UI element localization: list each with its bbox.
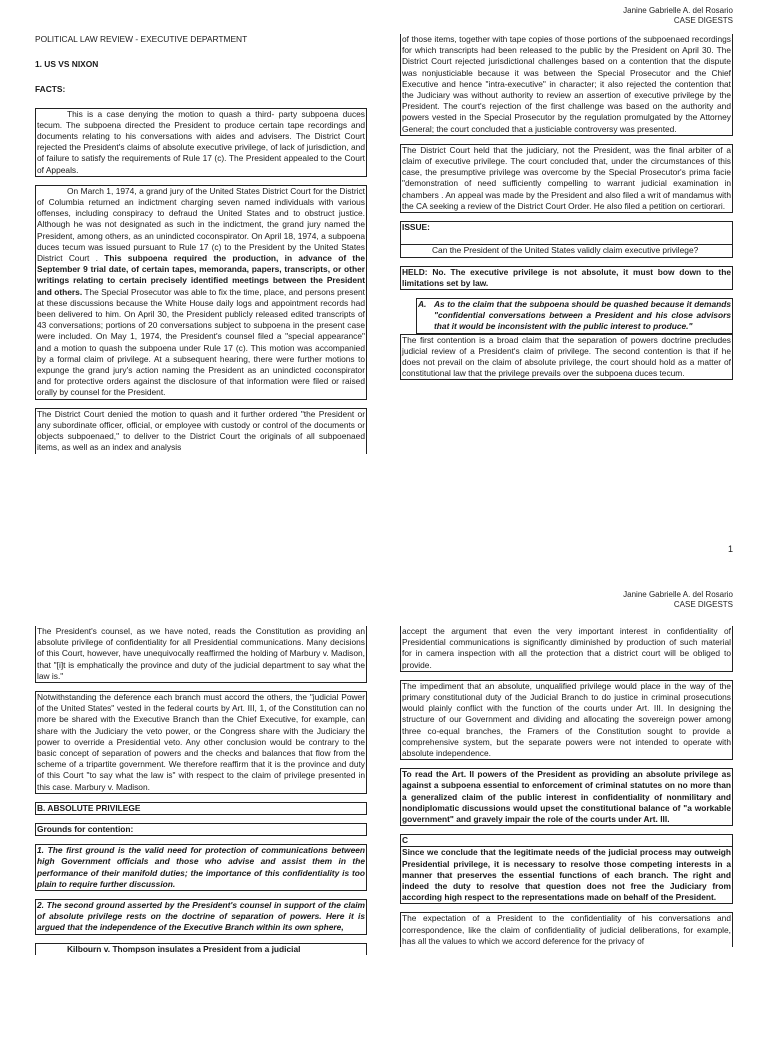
header-doc-type: CASE DIGESTS [673,600,733,609]
p2-right-paragraph-5: The expectation of a President to the confidentiality of his conversations and correspondence, like the claim of confidentiality of judicial deliberations, for example, has all the values to which we accord deference for the privacy of [402,913,731,946]
held-text: HELD: No. The executive privilege is not absolute, it must bow down to the limitations set by law. [400,266,733,290]
grounds-label: Grounds for contention: [35,823,367,836]
section-c-label: C [400,834,733,847]
facts-paragraph-3 [35,408,367,454]
page-header-2 [623,590,733,610]
facts-text-1: This is a case denying the motion to quash a third- party subpoena duces tecum. The subpoena directed the President to produce certain tape recordings and documents relating to his conversations with aides and advisers. The District Court rejected the President's claims of absolute executive privilege, of lack of jurisdiction, and of failure to satisfy the requirements of Rule 17 (c). The President appealed to the Court of Appeals. [37,108,365,175]
header-author: Janine Gabrielle A. del Rosario [623,6,733,15]
subheading-a-marker: A. [418,299,427,310]
issue-label: ISSUE: [400,221,733,245]
facts-text-2-bold: This subpoena required the production, in advance of the September 9 trial date, of certain tapes, memoranda, papers, transcripts, or other writings relating to certain precisely identified meetings between the President and others. [37,253,365,297]
facts-paragraph-2 [35,185,367,400]
page2-right-column [400,626,733,947]
page-header [623,6,733,26]
right-text-1: of those items, together with tape copies of those portions of the subpoenaed recordings for which transcripts had been released to the public by the President on April 30. The District Court rejected jurisdictional challenges based on a contention that the dispute was nonjusticiable because it was between the Special Prosecutor and the Chief Executive and hence "intra-executive" in character; it also rejected the contention that the Judiciary was without authority to review an assertion of executive privilege by the President. The court's rejection of the first challenge was based on the authority and powers vested in the Special Prosecutor by the regulation promulgated by the Attorney General; the court concluded that a justiciable controversy was presented. [402,34,731,134]
document-page-2 [0,584,768,1038]
subheading-a-text: As to the claim that the subpoena should be quashed because it demands "confidential conversations between a President and his close advisors that it would be inconsistent with the public interest to produce." [434,299,731,332]
page1-left-column [35,34,367,454]
absolute-privilege-heading: B. ABSOLUTE PRIVILEGE [35,802,367,815]
header-author: Janine Gabrielle A. del Rosario [623,590,733,599]
issue-text: Can the President of the United States validly claim executive privilege? [400,245,733,257]
right-paragraph-2 [400,144,733,213]
page1-right-column [400,34,733,388]
right-paragraph-3 [400,334,733,381]
page-number: 1 [727,544,733,554]
ground-2: 2. The second ground asserted by the President's counsel in support of the claim of absolute privilege rests on the doctrine of separation of powers. Here it is argued that the independence of the Executive Branch within its own sphere, [35,899,367,935]
document-title: POLITICAL LAW REVIEW - EXECUTIVE DEPARTMENT [35,34,248,44]
p2-left-paragraph-3: Kilbourn v. Thompson insulates a President from a judicial [35,943,367,955]
facts-text-3: The District Court denied the motion to quash and it further ordered "the President or any subordinate officer, official, or employee with custody or control of the documents or objects subpoenaed," to deliver to the District Court the originals of all subpoenaed items, as well as an index and analysis [37,408,365,453]
header-doc-type: CASE DIGESTS [673,16,733,25]
right-paragraph-1 [400,34,733,136]
facts-text-2b: The Special Prosecutor was able to fix the time, place, and persons present at these discussions because the White House daily logs and appointment records had been delivered to him. On April 30, the President publicly released edited transcripts of 43 conversations; portions of 20 conversations subject to subpoena in the present case were included. On May 1, 1974, the President's counsel filed a "special appearance" and a motion to quash the subpoena under Rule 17 (c). This motion was accompanied by a formal claim of privilege. At a subsequent hearing, there were further motions to expunge the grand jury's action naming the President as an unindicted coconspirator and for protective orders against the disclosure of that information were filed or raised orally by counsel for the President. [37,286,365,398]
p2-left-paragraph-1: The President's counsel, as we have noted, reads the Constitution as providing an absolute privilege of confidentiality for all Presidential communications. Many decisions of this Court, however, have unequivocally reaffirmed the holding of Marbury v. Madison, that "[i]t is emphatically the province and duty of the judicial department to say what the law is." [35,626,367,683]
facts-label: FACTS: [35,84,66,95]
right-text-2: The District Court held that the judiciary, not the President, was the final arbiter of a claim of executive privilege. The court concluded that, under the circumstances of this case, the presumptive privilege was overcome by the Special Prosecutor's prima facie "demonstration of need sufficiently compelling to warrant judicial examination in chambers . An appeal was made by the President and also filed a writ of mandamus with the CA seeking a review of the District Court Order. He also filed a petition on certiorari. [402,144,731,211]
p2-right-paragraph-2: The impediment that an absolute, unqualified privilege would place in the way of the primary constitutional duty of the Judicial Branch to do justice in criminal prosecutions would plainly conflict with the function of the courts under Art. III. In designing the structure of our Government and dividing and allocating the sovereign power among three co-equal branches, the Framers of the Constitution sought to provide a comprehensive system, but the separate powers were not intended to operate with absolute independence. [400,680,733,760]
p2-right-paragraph-1: accept the argument that even the very important interest in confidentiality of Presidential communications is significantly diminished by production of such material for in camera inspection with all the protection that a district court will be obliged to provide. [400,626,733,672]
right-text-3: The first contention is a broad claim that the separation of powers doctrine precludes judicial review of a President's claim of privilege. The second contention is that if he does not prevail on the claim of absolute privilege, the court should hold as a matter of constitutional law that the privilege prevails over the subpoena duces tecum. [402,334,731,379]
p2-right-paragraph-4: Since we conclude that the legitimate needs of the judicial process may outweigh Presidential privilege, it is necessary to resolve those competing interests in a manner that preserves the essential functions of each branch. The right and indeed the duty to resolve that question does not free the Judiciary from according high respect to the representations made on behalf of the President. [400,847,733,904]
subheading-a [416,298,733,334]
p2-right-paragraph-3: To read the Art. II powers of the President as providing an absolute privilege as against a subpoena essential to enforcement of criminal statutes on no more than a generalized claim of the public interest in confidentiality of nonmilitary and nondiplomatic discussions would upset the constitutional balance of "a workable government" and gravely impair the role of the courts under Art. III. [400,768,733,826]
case-title: 1. US VS NIXON [35,59,99,70]
facts-text-2 [37,186,365,399]
page2-left-column [35,626,367,955]
facts-paragraph-1 [35,108,367,177]
page-gap [0,570,768,584]
ground-1: 1. The first ground is the valid need for protection of communications between high Government officials and those who advise and assist them in the performance of their manifold duties; the importance of this confidentiality is too plain to require further discussion. [35,844,367,891]
facts-text-2a: On March 1, 1974, a grand jury of the United States District Court for the District of Columbia returned an indictment charging seven named individuals with various offenses, including conspiracy to defraud the United States and to obstruct justice. Although he was not designated as such in the indictment, the grand jury named the President, among others, as an unindicted coconspirator. On April 18, 1974, a subpoena duces tecum was issued pursuant to Rule 17 (c) to the President by the United States District Court . [37,185,365,264]
p2-left-paragraph-2: Notwithstanding the deference each branch must accord the others, the "judicial Power of the United States" vested in the federal courts by Art. III, 1, of the Constitution can no more be shared with the Executive Branch than the Chief Executive, for example, can share with the Judiciary the veto power, or the Congress share with the Judiciary the power to override a Presidential veto. Any other conclusion would be contrary to the basic concept of separation of powers and the checks and balances that flow from the scheme of a tripartite government. We therefore reaffirm that it is the province and duty of this Court "to say what the law is" with respect to the claim of privilege presented in this case. Marbury v. Madison. [35,691,367,794]
